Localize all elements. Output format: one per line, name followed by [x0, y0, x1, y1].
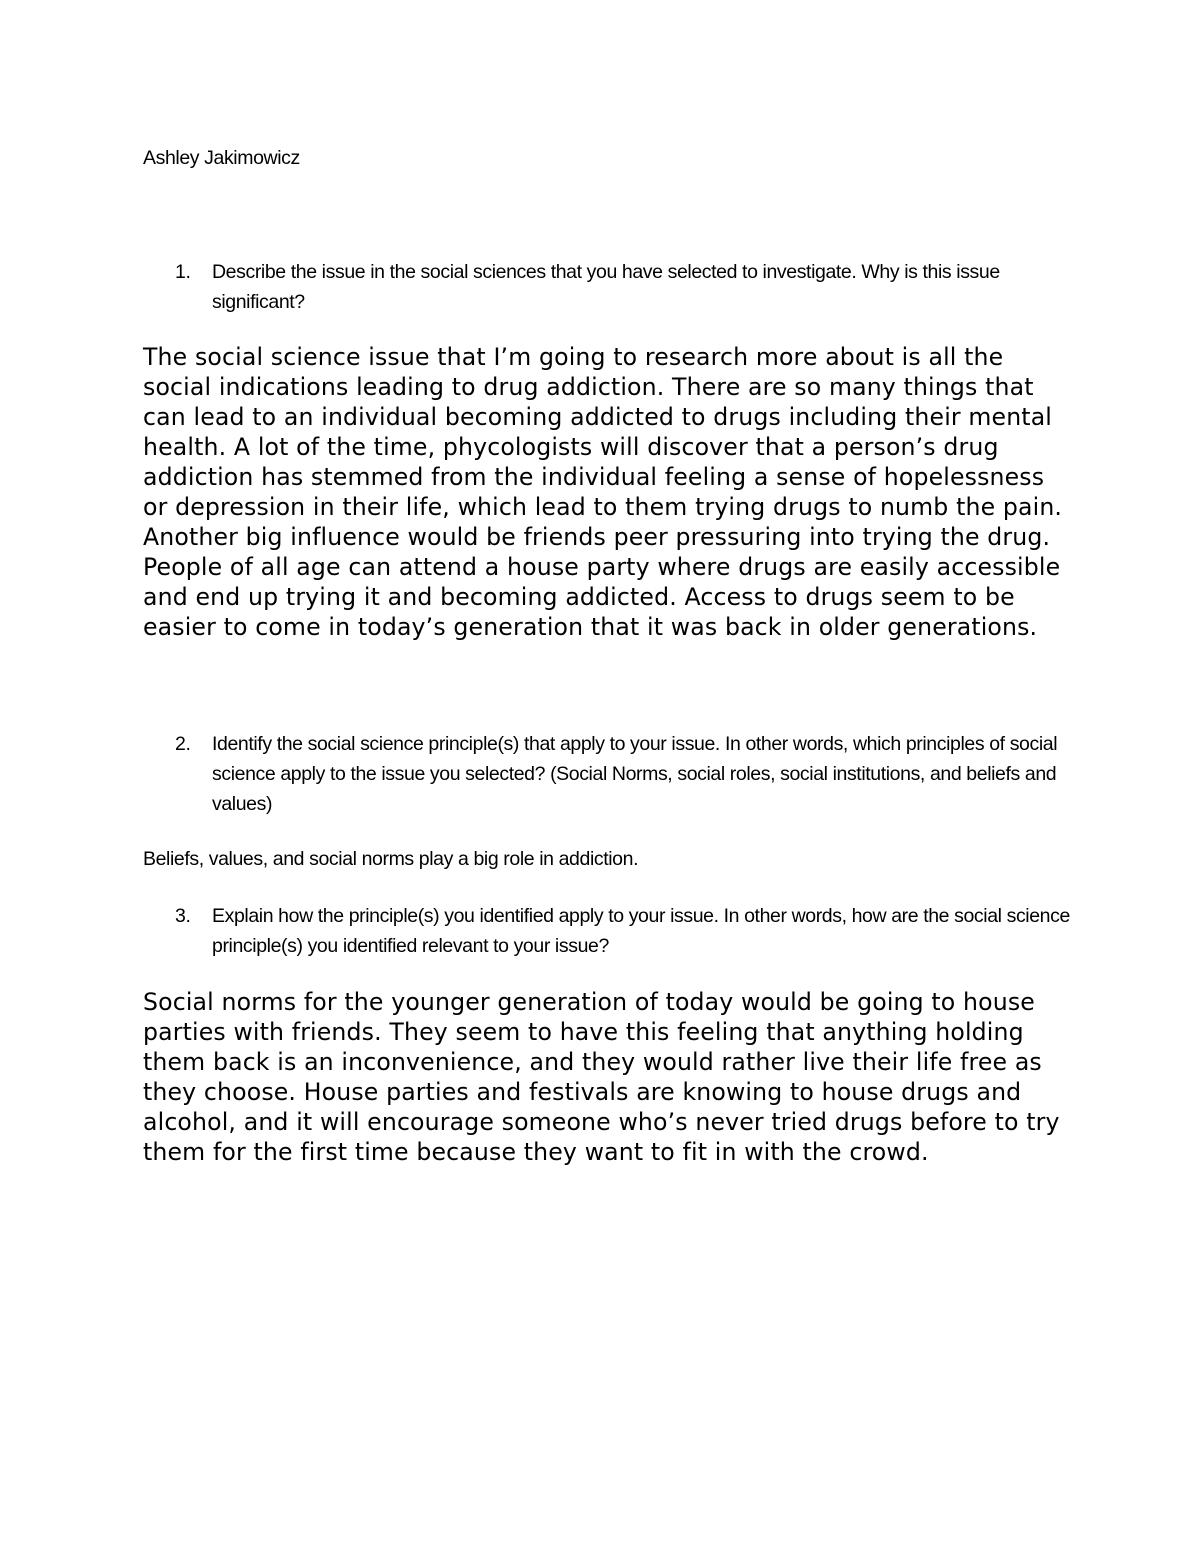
question-number: 1.: [175, 261, 191, 283]
question-number: 3.: [175, 905, 191, 927]
question-text: Describe the issue in the social sciences that you have selected to investigate. Why is this issue significant?: [212, 261, 1000, 313]
question-3: [143, 901, 1073, 961]
question-text: Identify the social science principle(s) that apply to your issue. In other words, which principles of social science apply to the issue you selected? (Social Norms, social roles, social institutions, and beliefs and values): [212, 733, 1058, 815]
question-2: [143, 729, 1073, 819]
author-name: Ashley Jakimowicz: [143, 147, 300, 169]
question-text: Explain how the principle(s) you identified apply to your issue. In other words, how are the social science principle(s) you identified relevant to your issue?: [212, 905, 1070, 957]
answer-1: The social science issue that I’m going to research more about is all the social indications leading to drug addiction. There are so many things that can lead to an individual becoming addicted to drugs including their mental health. A lot of the time, phycologists will discover that a person’s drug addiction has stemmed from the individual feeling a sense of hopelessness or depression in their life, which lead to them trying drugs to numb the pain. Another big influence would be friends peer pressuring into trying the drug. People of all age can attend a house party where drugs are easily accessible and end up trying it and becoming addicted. Access to drugs seem to be easier to come in today’s generation that it was back in older generations.: [143, 343, 1063, 641]
question-number: 2.: [175, 733, 191, 755]
question-1: [143, 257, 1073, 317]
answer-2: Beliefs, values, and social norms play a big role in addiction.: [143, 848, 639, 870]
answer-3: Social norms for the younger generation of today would be going to house parties with friends. They seem to have this feeling that anything holding them back is an inconvenience, and they would rather live their life free as they choose. House parties and festivals are knowing to house drugs and alcohol, and it will encourage someone who’s never tried drugs before to try them for the first time because they want to fit in with the crowd.: [143, 988, 1060, 1166]
